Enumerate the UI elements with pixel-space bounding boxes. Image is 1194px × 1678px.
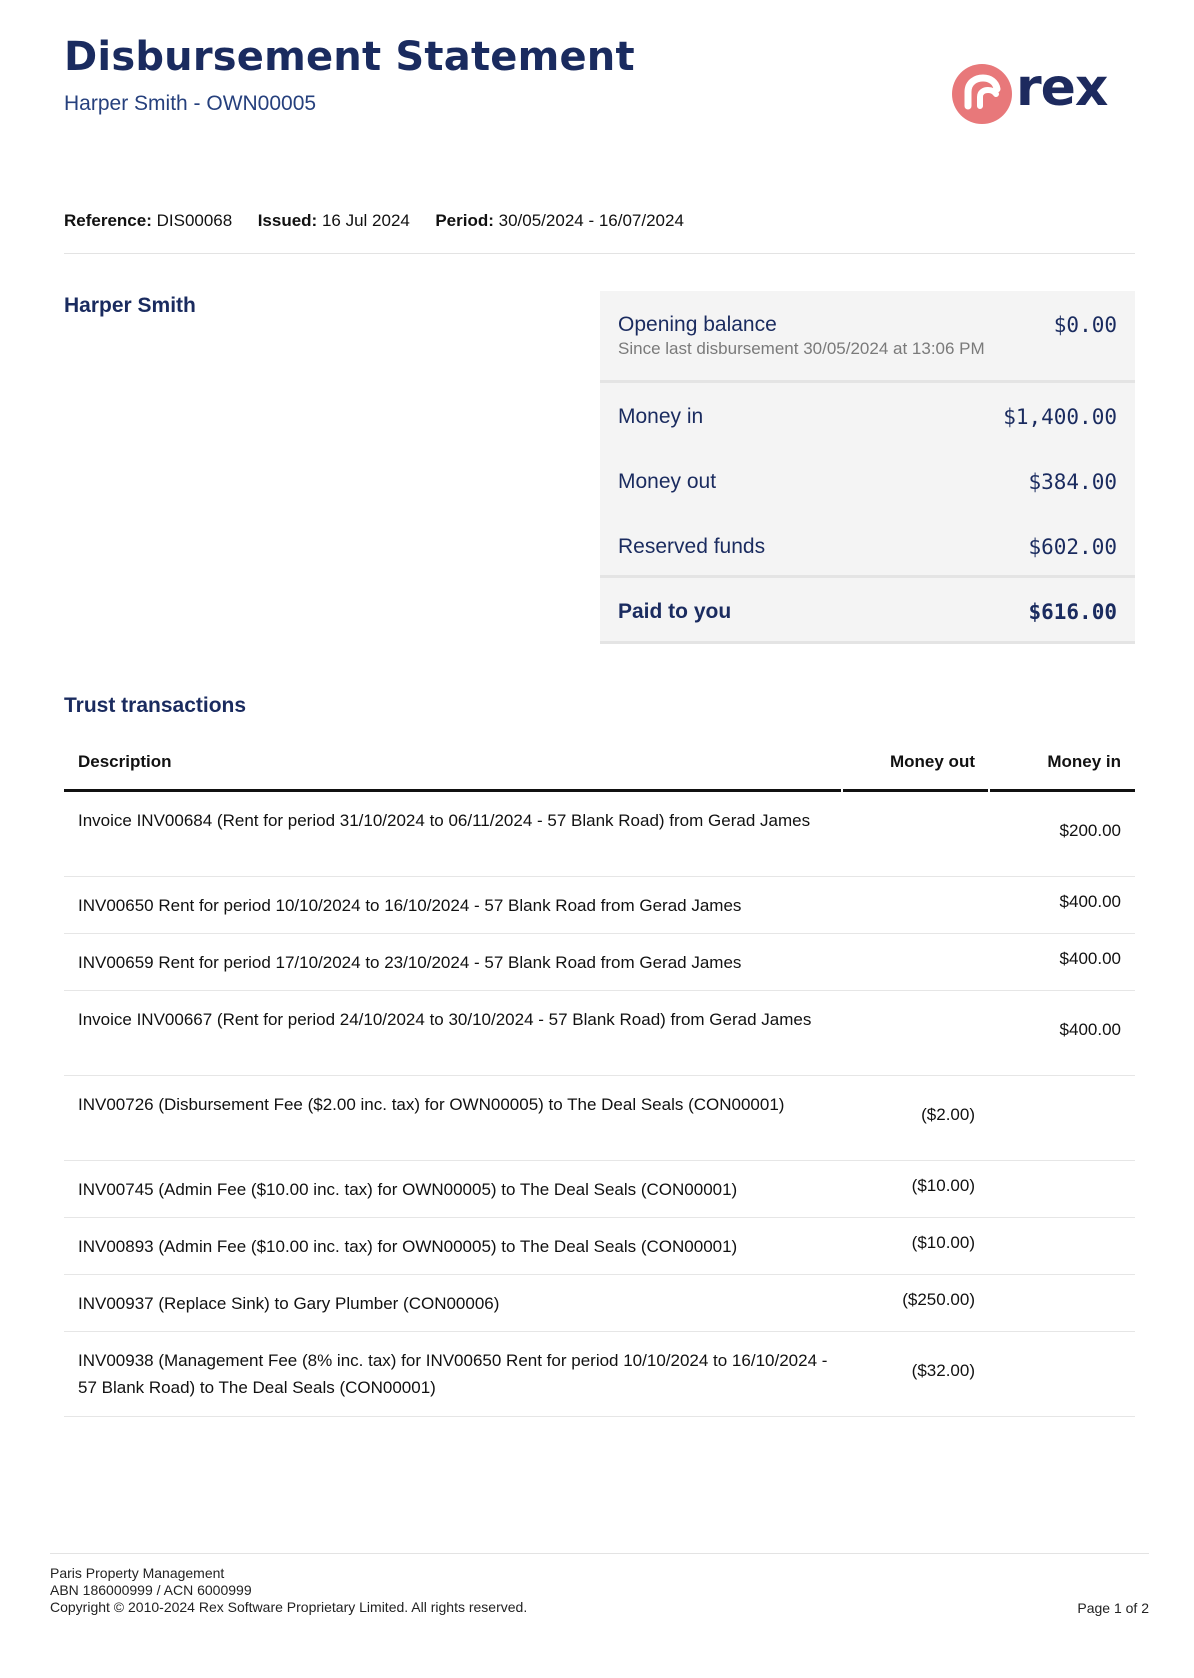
footer-divider: [50, 1553, 1149, 1554]
header-divider: [64, 253, 1135, 254]
row-description: Invoice INV00684 (Rent for period 31/10/2024 to 06/11/2024 - 57 Blank Road) from Gerad James: [78, 811, 811, 830]
balance-summary: [600, 291, 1135, 644]
trust-transactions-title: Trust transactions: [64, 694, 247, 717]
header-money-out: Money out: [890, 752, 975, 771]
row-money-out: ($32.00): [911, 1361, 975, 1380]
footer-abn: ABN 186000999 / ACN 6000999: [50, 1582, 252, 1598]
table-row: [64, 877, 1135, 934]
row-money-in: $400.00: [1059, 949, 1121, 968]
money-out-label: Money out: [618, 470, 717, 493]
period-value: 30/05/2024 - 16/07/2024: [498, 211, 684, 230]
table-row: [64, 1076, 1135, 1161]
row-money-in: $400.00: [1059, 1020, 1121, 1039]
footer-company: Paris Property Management: [50, 1565, 225, 1581]
header-description: Description: [78, 752, 172, 771]
page-title: Disbursement Statement: [64, 34, 635, 80]
row-money-in: $400.00: [1059, 892, 1121, 911]
money-out-value: $384.00: [1028, 470, 1117, 494]
opening-balance-row: [600, 291, 1135, 383]
reserved-funds-value: $602.00: [1028, 535, 1117, 559]
rex-logo-text: rex: [1016, 58, 1108, 118]
header-money-in: Money in: [1047, 752, 1121, 771]
table-row: [64, 1218, 1135, 1275]
row-description: INV00659 Rent for period 17/10/2024 to 23/10/2024 - 57 Blank Road from Gerad James: [78, 953, 742, 972]
reserved-funds-label: Reserved funds: [618, 535, 766, 558]
row-money-out: ($250.00): [902, 1290, 975, 1309]
money-in-value: $1,400.00: [1003, 405, 1117, 429]
trust-transactions-table: [64, 738, 1135, 1417]
row-description: INV00726 (Disbursement Fee ($2.00 inc. tax) for OWN00005) to The Deal Seals (CON00001): [78, 1095, 785, 1114]
money-in-label: Money in: [618, 405, 704, 428]
row-description: INV00745 (Admin Fee ($10.00 inc. tax) for OWN00005) to The Deal Seals (CON00001): [78, 1180, 738, 1199]
table-row: [64, 991, 1135, 1076]
opening-balance-label: Opening balance: [618, 313, 777, 336]
reference-value: DIS00068: [156, 211, 233, 230]
issued-label: Issued:: [257, 211, 318, 230]
issued-value: 16 Jul 2024: [321, 211, 410, 230]
table-row: [64, 1275, 1135, 1332]
page-footer: [50, 1565, 527, 1616]
owner-name: Harper Smith: [64, 294, 196, 317]
row-description: INV00938 (Management Fee (8% inc. tax) for INV00650 Rent for period 10/10/2024 to 16/10/2024 - 57 Blank Road) to The Deal Seals (CON00001): [78, 1351, 828, 1397]
row-description: INV00650 Rent for period 10/10/2024 to 16/10/2024 - 57 Blank Road from Gerad James: [78, 896, 742, 915]
period-label: Period:: [435, 211, 494, 230]
statement-meta: [64, 211, 684, 231]
table-row: [64, 792, 1135, 877]
opening-balance-value: $0.00: [1053, 313, 1117, 337]
statement-header: [64, 34, 635, 116]
row-description: INV00937 (Replace Sink) to Gary Plumber (CON00006): [78, 1294, 500, 1313]
rex-logo: [950, 58, 1110, 124]
row-description: INV00893 (Admin Fee ($10.00 inc. tax) for OWN00005) to The Deal Seals (CON00001): [78, 1237, 738, 1256]
opening-balance-subtext: Since last disbursement 30/05/2024 at 13:06 PM: [618, 339, 985, 358]
footer-copyright: Copyright © 2010-2024 Rex Software Proprietary Limited. All rights reserved.: [50, 1599, 528, 1615]
reference-label: Reference:: [64, 211, 152, 230]
table-header: [64, 738, 1135, 792]
rex-logo-icon: [950, 62, 1014, 126]
paid-to-you-row: [600, 578, 1135, 644]
paid-to-you-label: Paid to you: [618, 600, 732, 623]
table-row: [64, 1332, 1135, 1417]
table-row: [64, 934, 1135, 991]
row-money-out: ($2.00): [921, 1105, 975, 1124]
table-row: [64, 1161, 1135, 1218]
row-money-out: ($10.00): [911, 1176, 975, 1195]
page-number: Page 1 of 2: [1077, 1600, 1149, 1616]
paid-to-you-value: $616.00: [1028, 600, 1117, 624]
row-money-out: ($10.00): [911, 1233, 975, 1252]
money-flow-rows: [600, 383, 1135, 578]
row-money-in: $200.00: [1059, 821, 1121, 840]
owner-subtitle: Harper Smith - OWN00005: [64, 92, 317, 115]
row-description: Invoice INV00667 (Rent for period 24/10/2024 to 30/10/2024 - 57 Blank Road) from Gerad James: [78, 1010, 812, 1029]
